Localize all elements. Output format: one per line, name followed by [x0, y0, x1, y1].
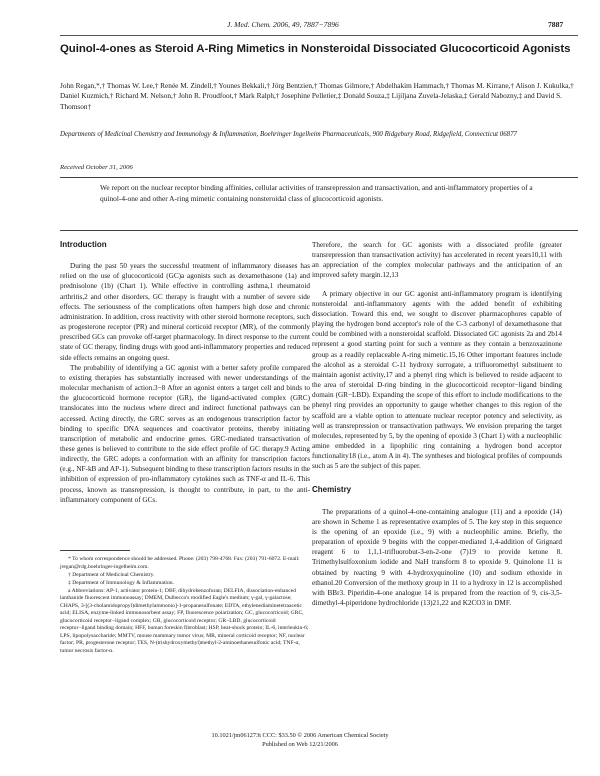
abstract: We report on the nuclear receptor binding affinities, cellular activities of transrepression and transactivation, and anti-inflammatory properties of a quinol-4-one and other A-ring mimetic containing nonsteroidal class of glucocorticoid agonists. — [100, 183, 533, 203]
section-heading-introduction: Introduction — [60, 240, 107, 249]
footnote-dept-immunology: ‡ Department of Immunology & Inflammation. — [68, 579, 174, 586]
footnote-dept-medchem: † Department of Medicinal Chemistry. — [68, 571, 155, 578]
header-rule — [60, 35, 578, 36]
page-footer — [0, 732, 600, 749]
left-column — [60, 240, 310, 505]
body-paragraph: Therefore, the search for GC agonists with a dissociated profile (greater transrepression than transactivation activity) has accelerated in recent years10,11 with an appreciation of the complex molecular pathways and the anticipation of an improved safety margin.12,13 — [312, 241, 562, 280]
abstract-bottom-rule — [60, 230, 578, 231]
footnote-abbreviations: a Abbreviations: AP-1, activator protein-1; DBF, dihydrobenzofuran; DELFIA, dissociation-enhanced lanthanide fluorescent immunoassay; DMEM, Dulbecco's modified Eagle's medium; γ-gal, γ-galactose; CHAPS, 3-[(3-cholamidopropyl)dimethylammonio]-1-propanesulfonate; EDTA, ethylenediaminetetraacetic acid; ELISA, enzyme-linked immunosorbent assay; FP, fluorescence polarization; GC, glucocorticoid; GRC, glucocorticoid receptor−ligand complex; GR, glucocorticoid receptor; GR−LBD, glucocorticoid receptor−ligand binding domain; HFF, human foreskin fibroblast; HSP, heat-shock protein; IL-6, interleukin-6; LPS, lipopolysaccharide; MMTV, mouse mammary tumor virus; MR, mineral corticoid receptor; NF, nuclear factor; PR, progesterone receptor; TES, N-(trishydroxymethyl)methyl-2-aminoethanesulfonic acid; TNF-α, tumor necrosis factor-α. — [60, 587, 309, 654]
footnote-correspondence: * To whom correspondence should be addressed. Phone: (203) 798-4768. Fax: (203) 791-6072. E-mail: jregan@rdg.boehringer-ingelheim.com. — [60, 556, 300, 570]
section-heading-chemistry: Chemistry — [312, 485, 352, 495]
body-paragraph: The probability of identifying a GC agonist with a better safety profile compared to existing therapies has substantially increased with newer understandings of the molecular mechanism of action.3−8 After an agonist enters a target cell and binds to the glucocorticoid hormone receptor (GR), the ligand-activated complex (GRC) translocates into the nucleus where direct and indirect functional pathways can be accessed. Acting directly, the GRC serves as an endogenous transcription factor by binding to specific DNA sequences and coactivator proteins, thereby initiating transcription of metabolic and endocrine genes. GRC-mediated transactivation of these genes is believed to contribute to the side effect profile of GC therapy.9 Acting indirectly, the GRC adopts a conformation with an affinity for transcription factors (e.g., NF-kB and AP-1). Subsequent binding to these transcription factors results in the inhibition of expression of pro-inflammatory cytokines such as TNF-α and IL-6. This process, known as transrepression, is thought to contribute, in part, to the anti-inflammatory component of GCs. — [60, 363, 310, 504]
page-number: 7887 — [548, 20, 564, 29]
author-list: John Regan,*,† Thomas W. Lee,† Renée M. Zindell,† Younes Bekkali,† Jörg Bentzien,† Thomas Gilmore,† Abdelhakim Hammach,† Thomas M. Kirrane,† Alison J. Kukulka,† Daniel Kuzmich,† Richard M. Nelson,† John R. Proudfoot,† Mark Ralph,† Josephine Pelletier,‡ Donald Souza,‡ Lijiljana Zuvela-Jelaska,‡ Gerald Nabozny,‡ and David S. Thomson† — [60, 81, 574, 111]
affiliation: Departments of Medicinal Chemistry and Immunology & Inflammation, Boehringer Ingelheim Pharmaceuticals, 900 Ridgebury Road, Ridgefield, Connecticut 06877 — [60, 131, 518, 138]
right-column — [312, 240, 562, 608]
published-date: Published on Web 12/21/2006 — [262, 740, 338, 748]
body-paragraph: A primary objective in our GC agonist anti-inflammatory program is identifying nonsteroidal anti-inflammatory agents with the added benefit of exhibiting dissociation. Toward this end, we sought to discover pharmacophores capable of playing the hydrogen bond acceptor's role of the C-3 carbonyl of dexamethasone that could be combined with a nonsteroidal scaffold. Dissociated GC agonists 2a and 2b14 represent a good starting point for such a venture as they contain a benzoxazinone group as a readily replaceable A-ring mimetic.15,16 Other important features include the alcohol as a steroidal C-11 hydroxy surrogate, a trifluoromethyl substituent to maintain agonist activity,17 and a phenyl ring which is believed to reside adjacent to the area of steroidal D-ring binding in the glucocorticoid receptor−ligand binding domain (GR−LBD). Expanding the scope of this effort to include modifications to the phenyl ring provides an opportunity to gauge whether changes to this region of the scaffold are a viable option to attenuate nuclear receptor potency and selectivity, as well as transrepression or transactivation pathways. We envision preparing the target molecules, represented by 5, by the opening of epoxide 3 (Chart 1) with a nucleophilic amine embedded in a lipophilic ring containing a hydrogen bond acceptor functionality18 (i.e., atom A in 4). The syntheses and biological profiles of compounds such as 5 are the subject of this paper. — [312, 289, 562, 471]
body-paragraph: During the past 50 years the successful treatment of inflammatory diseases has relied on the use of glucocorticoid (GC)a agonists such as dexamethasone (1a) and prednisolone (1b) (Chart 1). While effective in controlling asthma,1 rheumatoid arthritis,2 and other disorders, GC therapy is fraught with a number of severe side effects. The seriousness of the complications often hampers high dose and chronic administration. In addition, cross reactivity with other steroid hormone receptors, such as progesterone receptor (PR) and mineral corticoid receptor (MR), of the commonly prescribed GCs can provoke off-target pharmacology. In direct response to the current state of GC therapy, finding drugs with good anti-inflammatory properties and reduced side effects remains an ongoing quest. — [60, 262, 310, 362]
footnote-rule — [60, 550, 130, 551]
footnotes — [60, 556, 310, 656]
running-header — [0, 20, 600, 32]
paper-title: Quinol-4-ones as Steroid A-Ring Mimetics in Nonsteroidal Dissociated Glucocorticoid Agonists — [60, 43, 571, 55]
journal-citation: J. Med. Chem. 2006, 49, 7887−7896 — [227, 20, 339, 29]
abstract-top-rule — [60, 177, 578, 178]
body-paragraph: The preparations of a quinol-4-one-containing analogue (11) and a epoxide (14) are shown in Scheme 1 as representative examples of 5. The key step in this sequence is the opening of an epoxide (i.e., 9) with a nucleophilic amine. Briefly, the preparation of epoxide 9 begins with the copper-mediated 1,4-addition of Grignard reagent 6 to 1,1,1-trifluorobut-3-en-2-one (7)19 to provide ketone 8. Trimethylsulfoxonium iodide and NaH transform 8 to epoxide 9. Quinolone 11 is obtained by reacting 9 with 4-hydroxyquinoline (10) and sodium ethoxide in ethanol.20 Conversion of the methoxy group in 11 to a hydroxy in 12 is accomplished with BBr3. Piperidin-4-one analogue 14 is prepared from the reaction of 9, cis-3,5-dimethyl-4-piperidone hydrochloride (13)21,22 and K2CO3 in DMF. — [312, 507, 562, 607]
received-date: Received October 31, 2006 — [60, 164, 133, 171]
doi-line: 10.1021/jm061273t CCC: $33.50 © 2006 American Chemical Society — [211, 732, 389, 739]
